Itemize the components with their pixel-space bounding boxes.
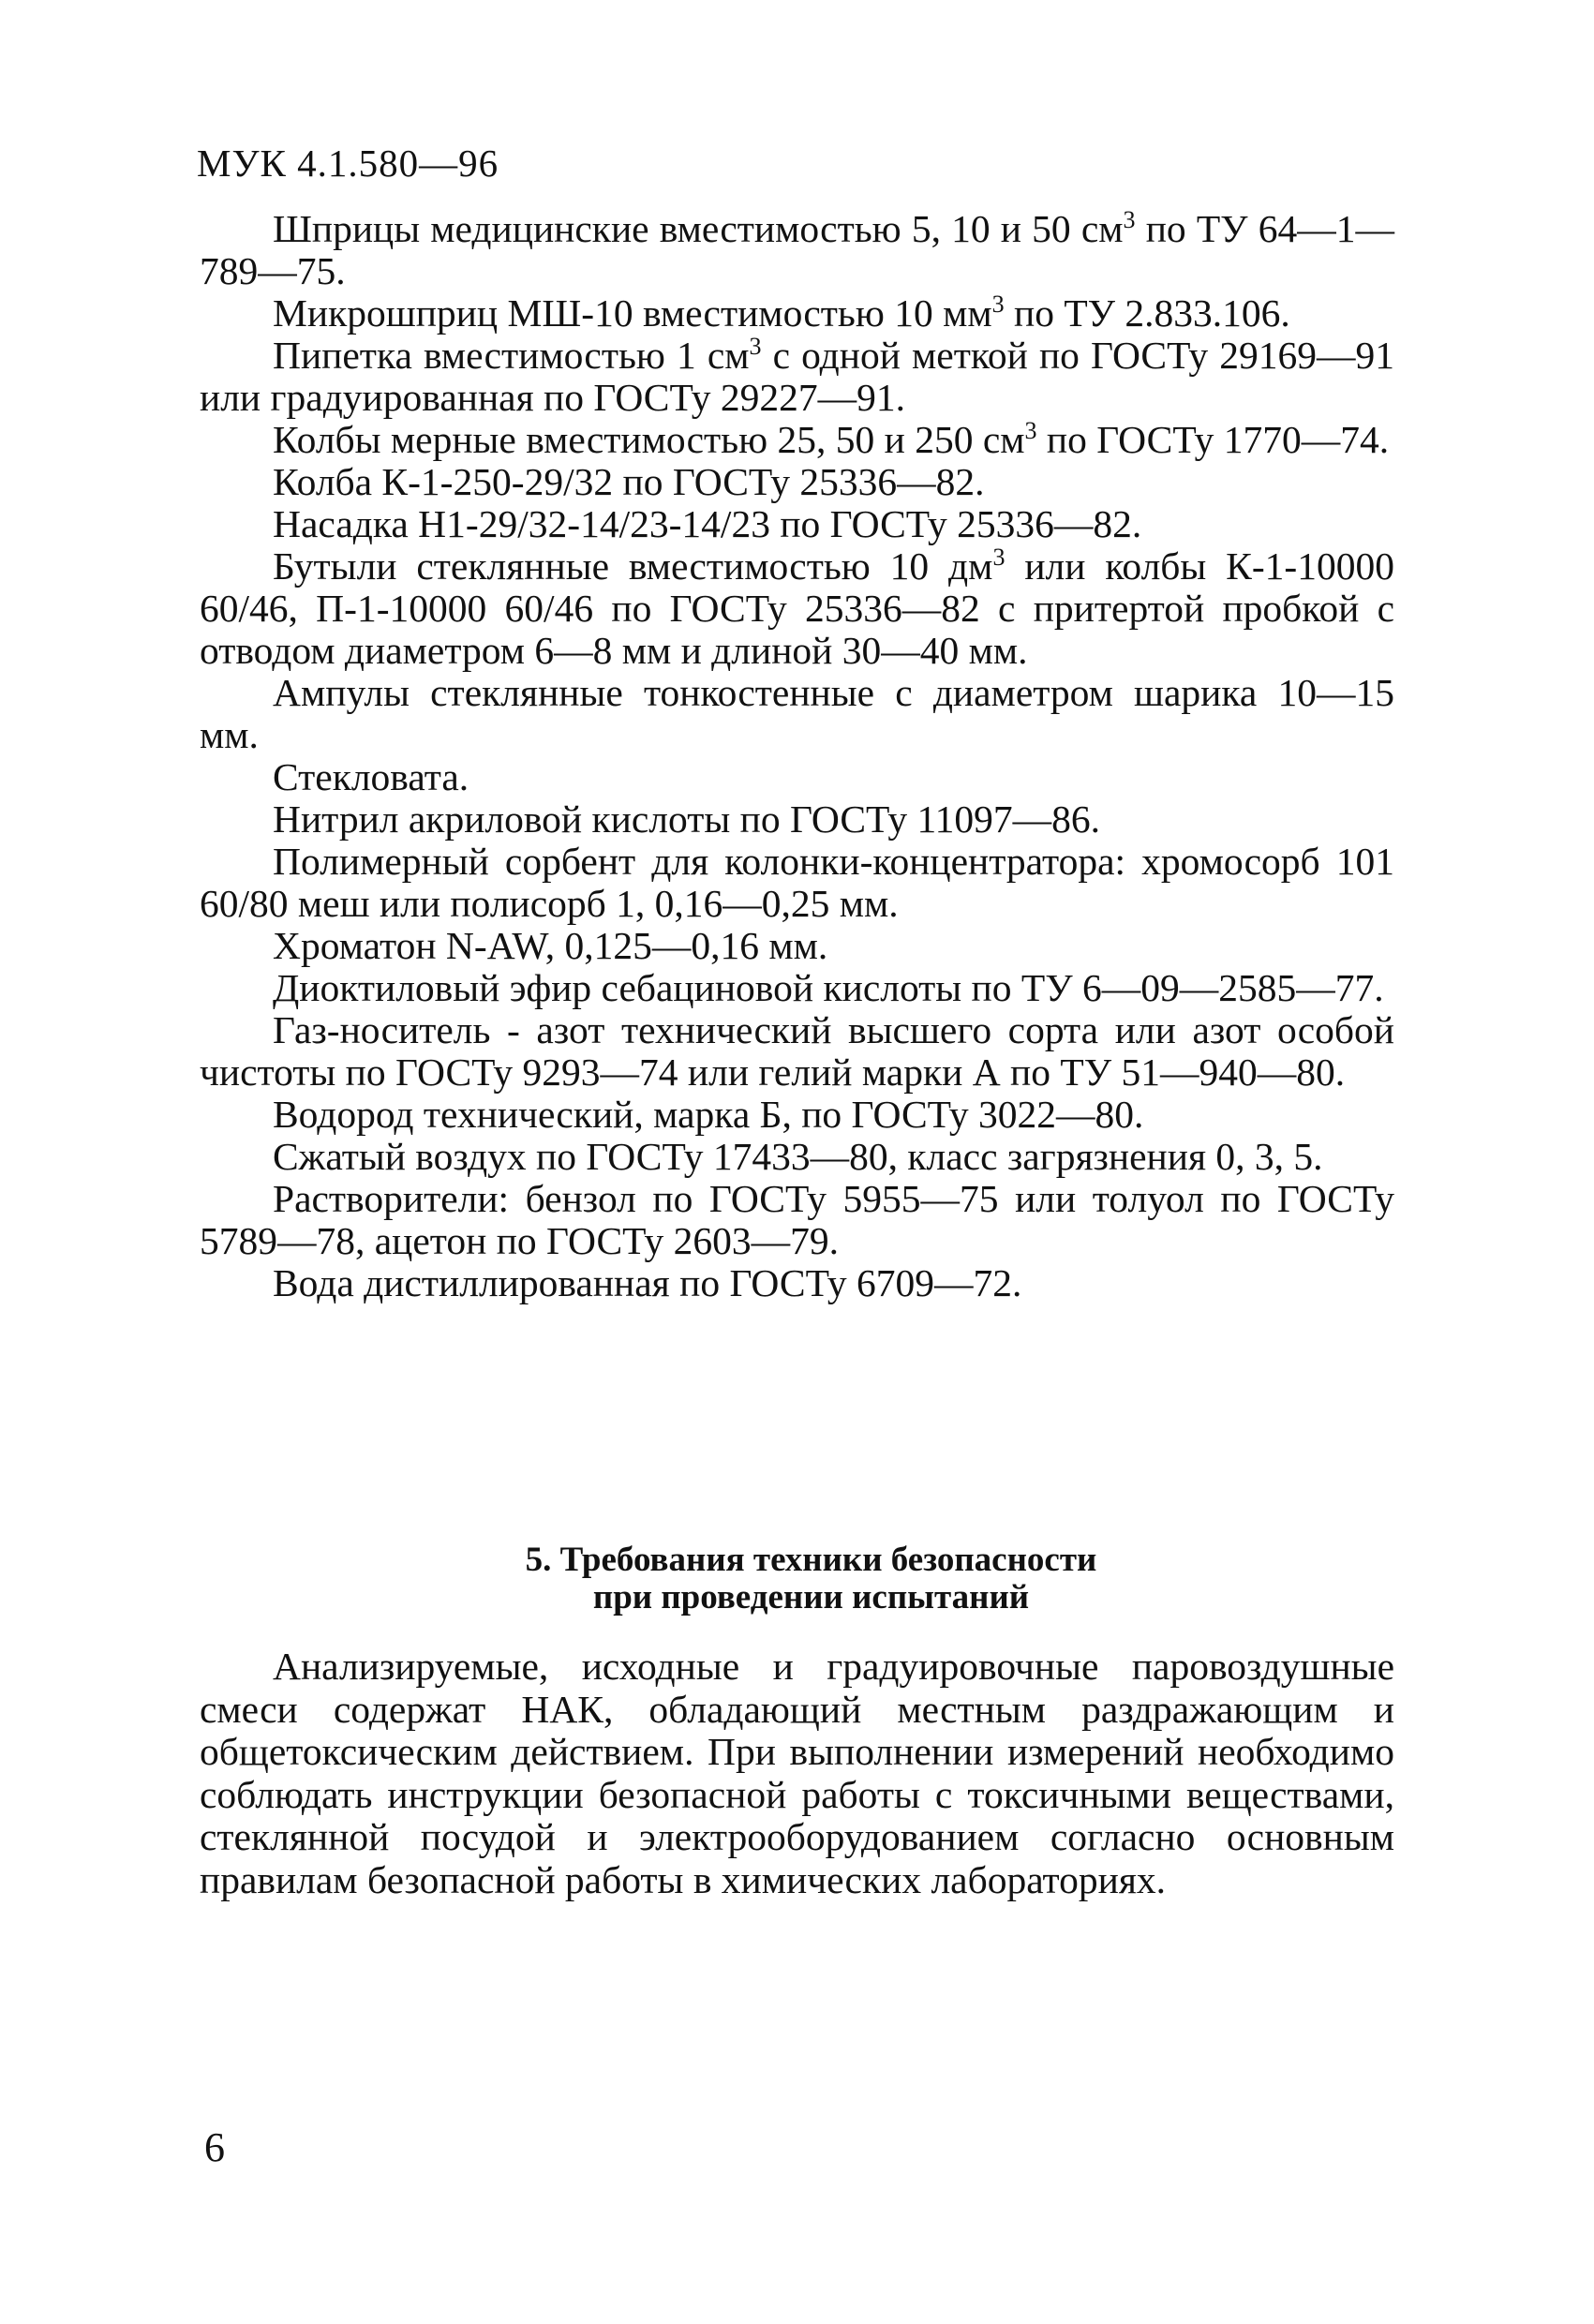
equipment-list: [200, 208, 1394, 1304]
section-title-line2: при проведении испытаний: [592, 1578, 1030, 1616]
section-paragraph: Анализируемые, исходные и градуировочные паровоздушные смеси содержат НАК, обладающий местным раздражающим и общетоксическим действием. При выполнении измерений необходимо соблюдать инструкции безопасной работы с токсичными веществами, стеклянной посудой и электрооборудованием согласно основным правилам безопасной работы в химических лабораториях.: [200, 1645, 1394, 1901]
page-number: 6: [204, 2124, 225, 2170]
list-item: Ампулы стеклянные тонкостенные с диаметром шарика 10—15 мм.: [200, 671, 1394, 756]
document-code-header: МУК 4.1.580—96: [197, 142, 499, 185]
list-item: Бутыли стеклянные вместимостью 10 $дм^3$ или колбы К-1-10000 60/46, П-1-10000 60/46 по ГОСТу 25336—82 с притертой пробкой с отводом диаметром 6—8 мм и длиной 30—40 мм.: [200, 544, 1394, 672]
list-item: Пипетка вместимостью 1 $см^3$ с одной меткой по ГОСТу 29169—91 или градуированная по ГОСТу 29227—91.: [200, 333, 1394, 419]
list-item: Диоктиловый эфир себациновой кислоты по ТУ 6—09—2585—77.: [273, 966, 1384, 1009]
safety-section-body: [200, 1646, 1394, 1901]
list-item: Стекловата.: [273, 755, 469, 798]
list-item: Насадка Н1-29/32-14/23-14/23 по ГОСТу 25336—82.: [273, 502, 1142, 545]
list-item: Колба К-1-250-29/32 по ГОСТу 25336—82.: [273, 460, 985, 503]
list-item: Шприцы медицинские вместимостью 5, 10 и 50 $см^3$ по ТУ 64—1—789—75.: [200, 206, 1394, 292]
list-item: Хроматон N-AW, 0,125—0,16 мм.: [273, 924, 828, 967]
section-heading: [200, 1542, 1394, 1616]
list-item: Микрошприц МШ-10 вместимостью 10 $мм^3$ по ТУ 2.833.106.: [273, 290, 1290, 335]
section-title-line1: 5. Требования техники безопасности: [525, 1541, 1097, 1579]
list-item: Вода дистиллированная по ГОСТу 6709—72.: [273, 1261, 1022, 1304]
list-item: Газ-носитель - азот технический высшего сорта или азот особой чистоты по ГОСТу 9293—74 или гелий марки А по ТУ 51—940—80.: [200, 1008, 1394, 1094]
list-item: Водород технический, марка Б, по ГОСТу 3022—80.: [273, 1093, 1144, 1136]
list-item: Полимерный сорбент для колонки-концентратора: хромосорб 101 60/80 меш или полисорб 1, 0,16—0,25 мм.: [200, 840, 1394, 925]
list-item: Колбы мерные вместимостью 25, 50 и 250 $см^3$ по ГОСТу 1770—74.: [273, 417, 1390, 461]
list-item: Сжатый воздух по ГОСТу 17433—80, класс загрязнения 0, 3, 5.: [273, 1135, 1323, 1178]
list-item: Нитрил акриловой кислоты по ГОСТу 11097—86.: [273, 797, 1101, 841]
list-item: Растворители: бензол по ГОСТу 5955—75 или толуол по ГОСТу 5789—78, ацетон по ГОСТу 2603—79.: [200, 1177, 1394, 1262]
